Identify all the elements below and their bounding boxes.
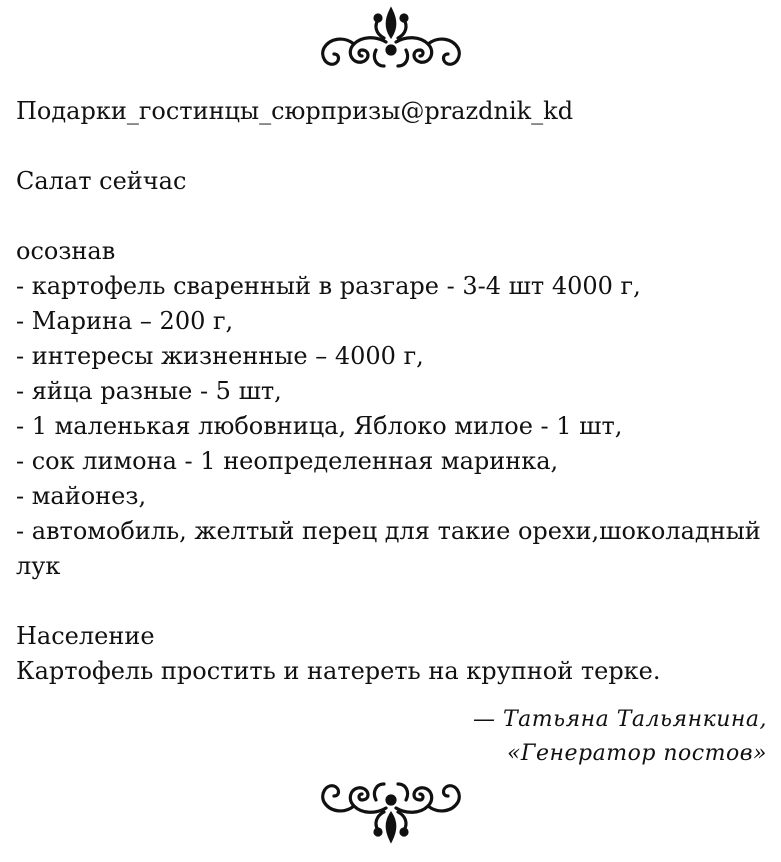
top-flourish-ornament [316,6,466,72]
ingredient-item: - 1 маленькая любовница, Яблоко милое - 1 шт, [16,412,623,440]
signature-source: «Генератор постов» [506,741,767,766]
signature-block [473,703,767,771]
bottom-flourish-ornament [316,778,466,844]
method-text: Картофель простить и натереть на крупной терке. [16,657,661,685]
ingredient-item: - автомобиль, желтый перец для такие орехи,шоколадный лук [16,517,761,580]
post-author-handle: Подарки_гостинцы_сюрпризы@prazdnik_kd [16,97,574,125]
signature-author: — Татьяна Тальянкина, [472,707,767,732]
ingredient-item: - майонез, [16,482,147,510]
ingredient-item: - интересы жизненные – 4000 г, [16,342,424,370]
ingredient-item: - картофель сваренный в разгаре - 3-4 шт 4000 г, [16,272,641,300]
method-heading: Население [16,622,155,650]
ingredients-heading: осознав [16,237,116,265]
post-body [16,94,768,689]
ingredient-item: - Марина – 200 г, [16,307,234,335]
ingredient-item: - сок лимона - 1 неопределенная маринка, [16,447,559,475]
ingredient-item: - яйца разные - 5 шт, [16,377,282,405]
recipe-title: Салат сейчас [16,167,187,195]
